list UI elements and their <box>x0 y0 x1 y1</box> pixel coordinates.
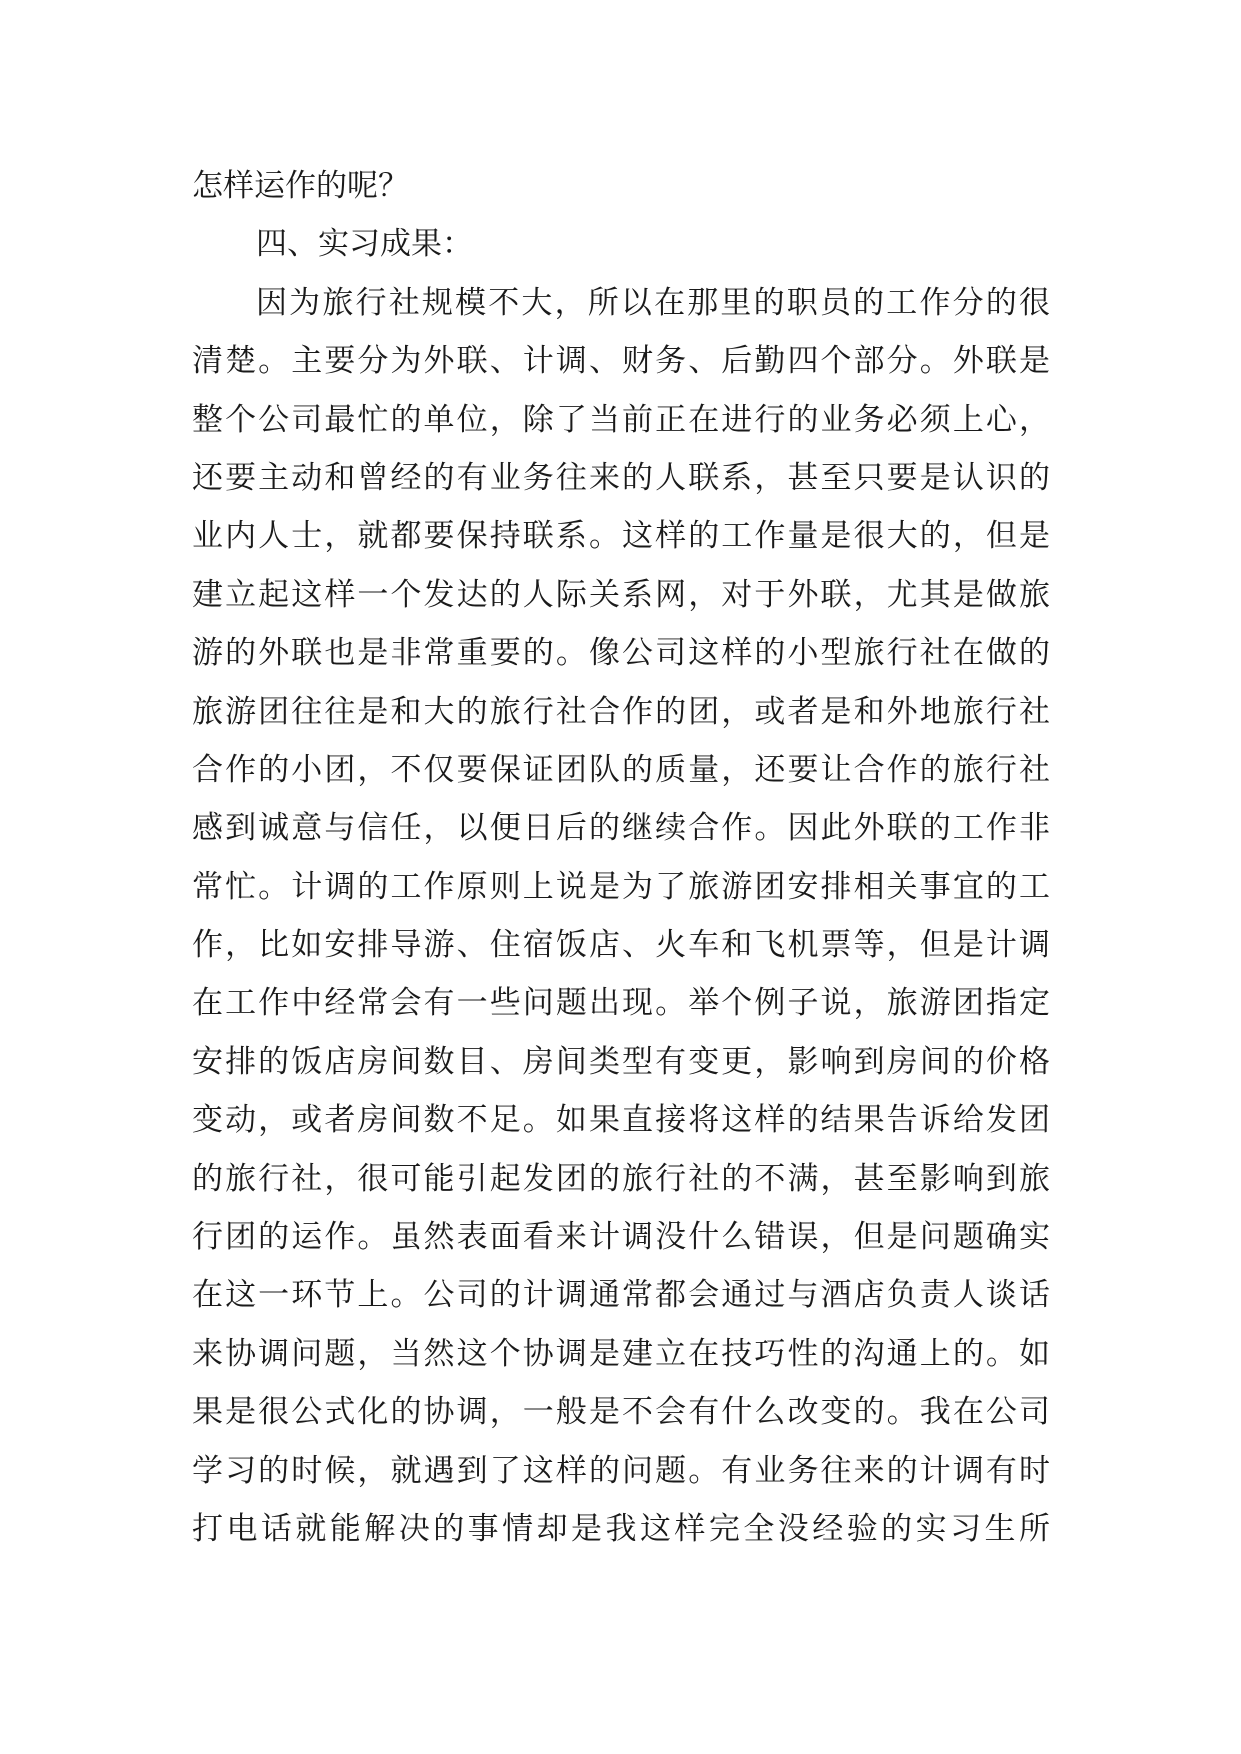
text-line: 安排的饭店房间数目、房间类型有变更，影响到房间的价格 <box>192 1043 1050 1080</box>
text-line: 还要主动和曾经的有业务往来的人联系，甚至只要是认识的 <box>192 459 1050 496</box>
text-line: 在这一环节上。公司的计调通常都会通过与酒店负责人谈话 <box>192 1277 1050 1314</box>
text-line: 旅游团往往是和大的旅行社合作的团，或者是和外地旅行社 <box>192 693 1050 730</box>
text-line: 怎样运作的呢？ <box>192 168 409 204</box>
text-line: 感到诚意与信任，以便日后的继续合作。因此外联的工作非 <box>192 810 1050 847</box>
text-line: 变动，或者房间数不足。如果直接将这样的结果告诉给发团 <box>192 1102 1050 1139</box>
text-line: 游的外联也是非常重要的。像公司这样的小型旅行社在做的 <box>192 635 1050 672</box>
text-line: 学习的时候，就遇到了这样的问题。有业务往来的计调有时 <box>192 1452 1050 1489</box>
text-line: 的旅行社，很可能引起发团的旅行社的不满，甚至影响到旅 <box>192 1160 1050 1197</box>
body-text <box>192 157 1050 1558</box>
text-line: 整个公司最忙的单位，除了当前正在进行的业务必须上心， <box>192 401 1050 438</box>
text-line: 在工作中经常会有一些问题出现。举个例子说，旅游团指定 <box>192 985 1050 1022</box>
text-line: 建立起这样一个发达的人际关系网，对于外联，尤其是做旅 <box>192 576 1050 613</box>
text-line: 来协调问题，当然这个协调是建立在技巧性的沟通上的。如 <box>192 1335 1050 1372</box>
section-heading: 四、实习成果： <box>256 226 473 263</box>
text-line: 业内人士，就都要保持联系。这样的工作量是很大的，但是 <box>192 518 1050 555</box>
text-line: 因为旅行社规模不大，所以在那里的职员的工作分的很 <box>256 284 1050 321</box>
text-line: 合作的小团，不仅要保证团队的质量，还要让合作的旅行社 <box>192 751 1050 788</box>
text-line: 果是很公式化的协调，一般是不会有什么改变的。我在公司 <box>192 1394 1050 1431</box>
text-line: 打电话就能解决的事情却是我这样完全没经验的实习生所 <box>192 1510 1050 1547</box>
text-line: 常忙。计调的工作原则上说是为了旅游团安排相关事宜的工 <box>192 868 1050 905</box>
text-line: 作，比如安排导游、住宿饭店、火车和飞机票等，但是计调 <box>192 927 1050 964</box>
text-line: 行团的运作。虽然表面看来计调没什么错误，但是问题确实 <box>192 1219 1050 1256</box>
text-line: 清楚。主要分为外联、计调、财务、后勤四个部分。外联是 <box>192 343 1050 380</box>
